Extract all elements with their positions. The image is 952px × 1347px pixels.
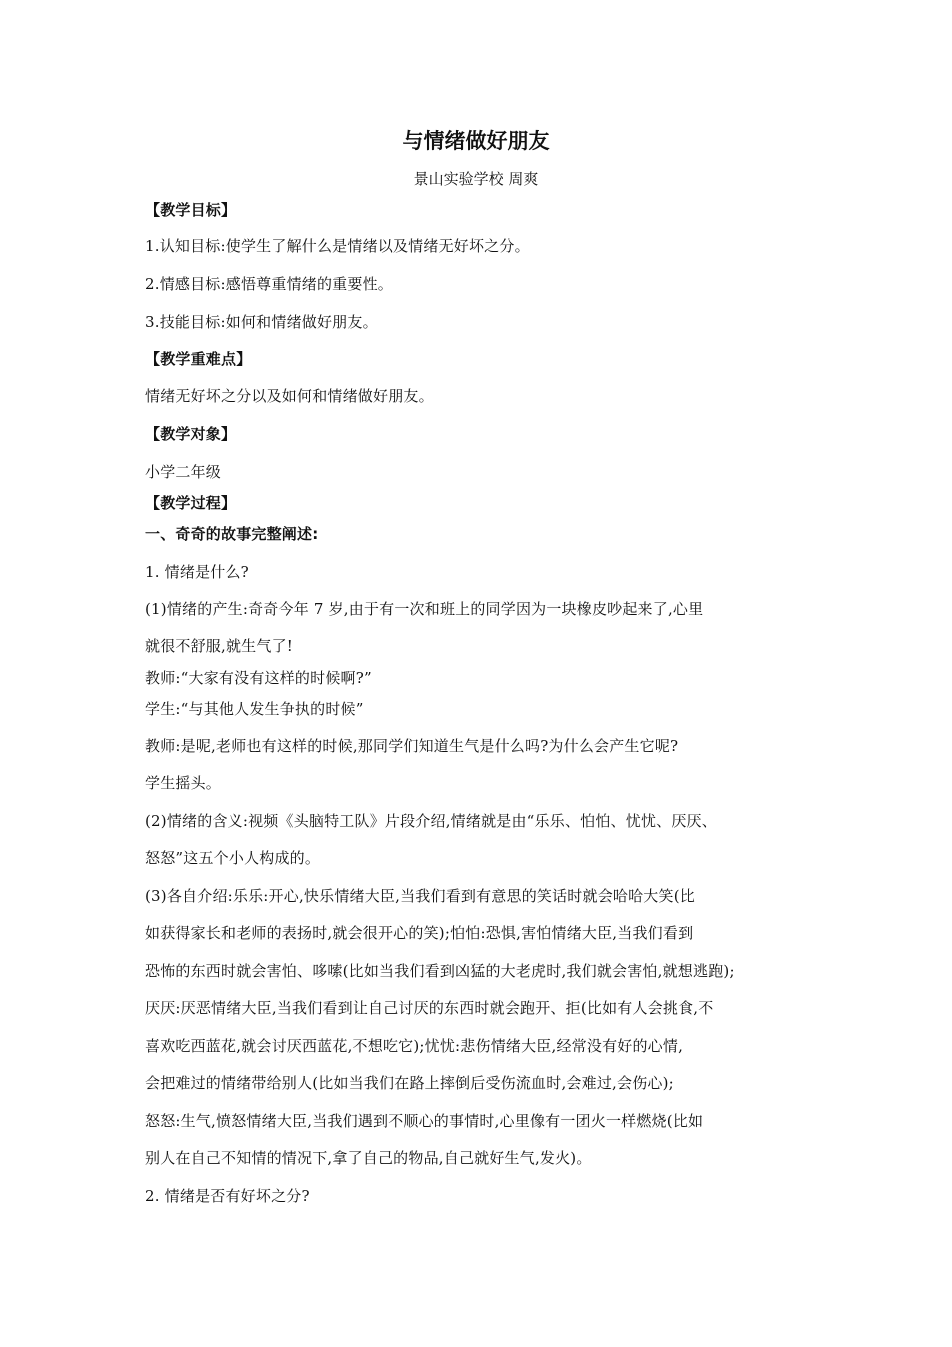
paragraph-line: (2)情绪的含义:视频《头脑特工队》片段介绍,情绪就是由“乐乐、怕怕、忧忧、厌厌、 [145, 812, 717, 830]
paragraph-line: 学生:“与其他人发生争执的时候” [145, 700, 364, 718]
paragraph-line: 学生摇头。 [145, 774, 222, 792]
paragraph-line: (1)情绪的产生:奇奇今年 7 岁,由于有一次和班上的同学因为一块橡皮吵起来了,心里 [145, 600, 704, 618]
author-line: 景山实验学校 周爽 [413, 170, 539, 188]
paragraph-line: 怒怒”这五个小人构成的。 [145, 849, 321, 867]
paragraph-line: 1. 情绪是什么? [145, 563, 249, 581]
paragraph-line: 小学二年级 [145, 463, 222, 481]
paragraph-line: 厌厌:厌恶情绪大臣,当我们看到让自己讨厌的东西时就会跑开、拒(比如有人会挑食,不 [145, 999, 714, 1017]
paragraph-line: 教师:“大家有没有这样的时候啊?” [145, 669, 372, 687]
subsection-heading: 一、奇奇的故事完整阐述: [145, 525, 319, 543]
document-title: 与情绪做好朋友 [402, 129, 550, 153]
section-heading-audience: 【教学对象】 [145, 425, 237, 443]
paragraph-line: 情绪无好坏之分以及如何和情绪做好朋友。 [145, 387, 434, 405]
paragraph-line: 怒怒:生气,愤怒情绪大臣,当我们遇到不顺心的事情时,心里像有一团火一样燃烧(比如 [145, 1112, 704, 1130]
section-heading-objectives: 【教学目标】 [145, 201, 237, 219]
objective-item: 2.情感目标:感悟尊重情绪的重要性。 [145, 275, 393, 293]
section-heading-process: 【教学过程】 [145, 494, 237, 512]
paragraph-line: 别人在自己不知情的情况下,拿了自己的物品,自己就好生气,发火)。 [145, 1149, 592, 1167]
objective-item: 3.技能目标:如何和情绪做好朋友。 [145, 313, 378, 331]
objective-item: 1.认知目标:使学生了解什么是情绪以及情绪无好坏之分。 [145, 237, 530, 255]
paragraph-line: 如获得家长和老师的表扬时,就会很开心的笑);怕怕:恐惧,害怕情绪大臣,当我们看到 [145, 924, 694, 942]
paragraph-line: 就很不舒服,就生气了! [145, 637, 293, 655]
section-heading-key-points: 【教学重难点】 [145, 350, 252, 368]
paragraph-line: 喜欢吃西蓝花,就会讨厌西蓝花,不想吃它);忧忧:悲伤情绪大臣,经常没有好的心情, [145, 1037, 684, 1055]
paragraph-line: 恐怖的东西时就会害怕、哆嗦(比如当我们看到凶猛的大老虎时,我们就会害怕,就想逃跑); [145, 962, 735, 980]
paragraph-line: 教师:是呢,老师也有这样的时候,那同学们知道生气是什么吗?为什么会产生它呢? [145, 737, 679, 755]
paragraph-line: 会把难过的情绪带给别人(比如当我们在路上摔倒后受伤流血时,会难过,会伤心); [145, 1074, 674, 1092]
paragraph-line: 2. 情绪是否有好坏之分? [145, 1187, 310, 1205]
paragraph-line: (3)各自介绍:乐乐:开心,快乐情绪大臣,当我们看到有意思的笑话时就会哈哈大笑(比 [145, 887, 695, 905]
